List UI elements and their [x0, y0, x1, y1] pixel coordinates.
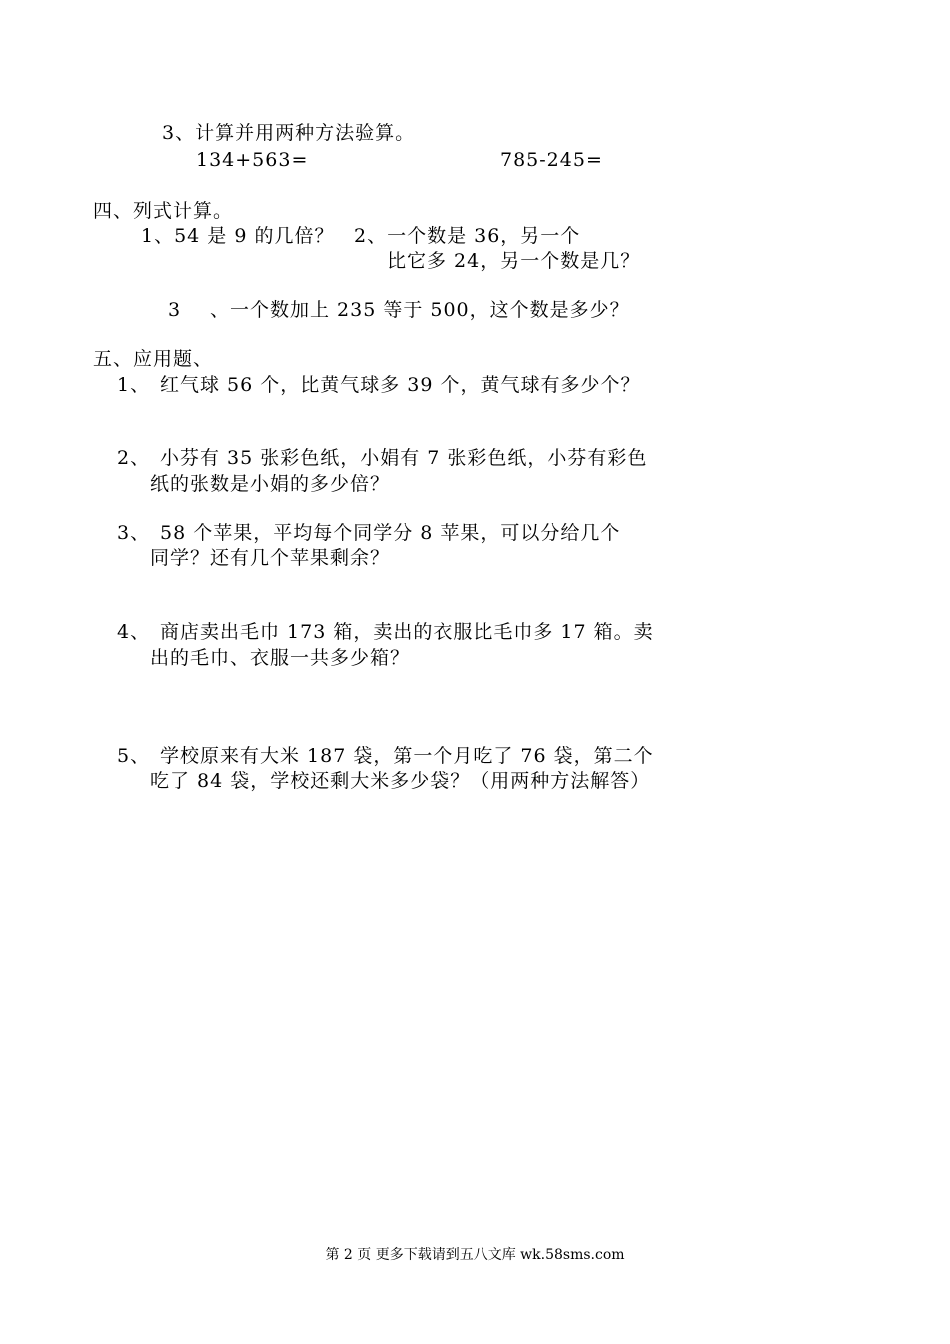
section3-item3-title: 3、计算并用两种方法验算。: [162, 122, 416, 144]
problem-5-line2: 吃了 84 袋，学校还剩大米多少袋？（用两种方法解答）: [150, 770, 651, 792]
section4-question-2-line1: 2、一个数是 36，另一个: [354, 225, 581, 247]
section4-question-3-number: 3: [168, 299, 182, 321]
problem-2-line2: 纸的张数是小娟的多少倍？: [150, 473, 391, 495]
problem-2-line1: 小芬有 35 张彩色纸，小娟有 7 张彩色纸，小芬有彩色: [160, 447, 648, 469]
problem-3-line2: 同学？还有几个苹果剩余？: [150, 547, 391, 569]
problem-5-line1: 学校原来有大米 187 袋，第一个月吃了 76 袋，第二个: [160, 745, 654, 767]
problem-3-line1: 58 个苹果，平均每个同学分 8 苹果，可以分给几个: [160, 522, 621, 544]
problem-4-number: 4、: [117, 621, 151, 643]
problem-4-line2: 出的毛巾、衣服一共多少箱？: [150, 647, 411, 669]
section4-question-3-text: 、一个数加上 235 等于 500，这个数是多少？: [210, 299, 630, 321]
section4-question-2-line2: 比它多 24，另一个数是几？: [387, 250, 641, 272]
problem-4-line1: 商店卖出毛巾 173 箱，卖出的衣服比毛巾多 17 箱。卖: [160, 621, 654, 643]
problem-5-number: 5、: [117, 745, 151, 767]
problem-3-number: 3、: [117, 522, 151, 544]
equation-subtraction: 785-245=: [500, 149, 603, 171]
page-footer: 第 2 页 更多下载请到五八文库 wk.58sms.com: [325, 1247, 625, 1263]
equation-addition: 134+563=: [196, 149, 309, 171]
section4-question-1: 1、54 是 9 的几倍？: [141, 225, 335, 247]
problem-1-text: 红气球 56 个，比黄气球多 39 个，黄气球有多少个？: [160, 374, 641, 396]
problem-2-number: 2、: [117, 447, 151, 469]
section4-title: 四、列式计算。: [93, 200, 234, 222]
section5-title: 五、应用题、: [93, 348, 214, 370]
problem-1-number: 1、: [117, 374, 151, 396]
